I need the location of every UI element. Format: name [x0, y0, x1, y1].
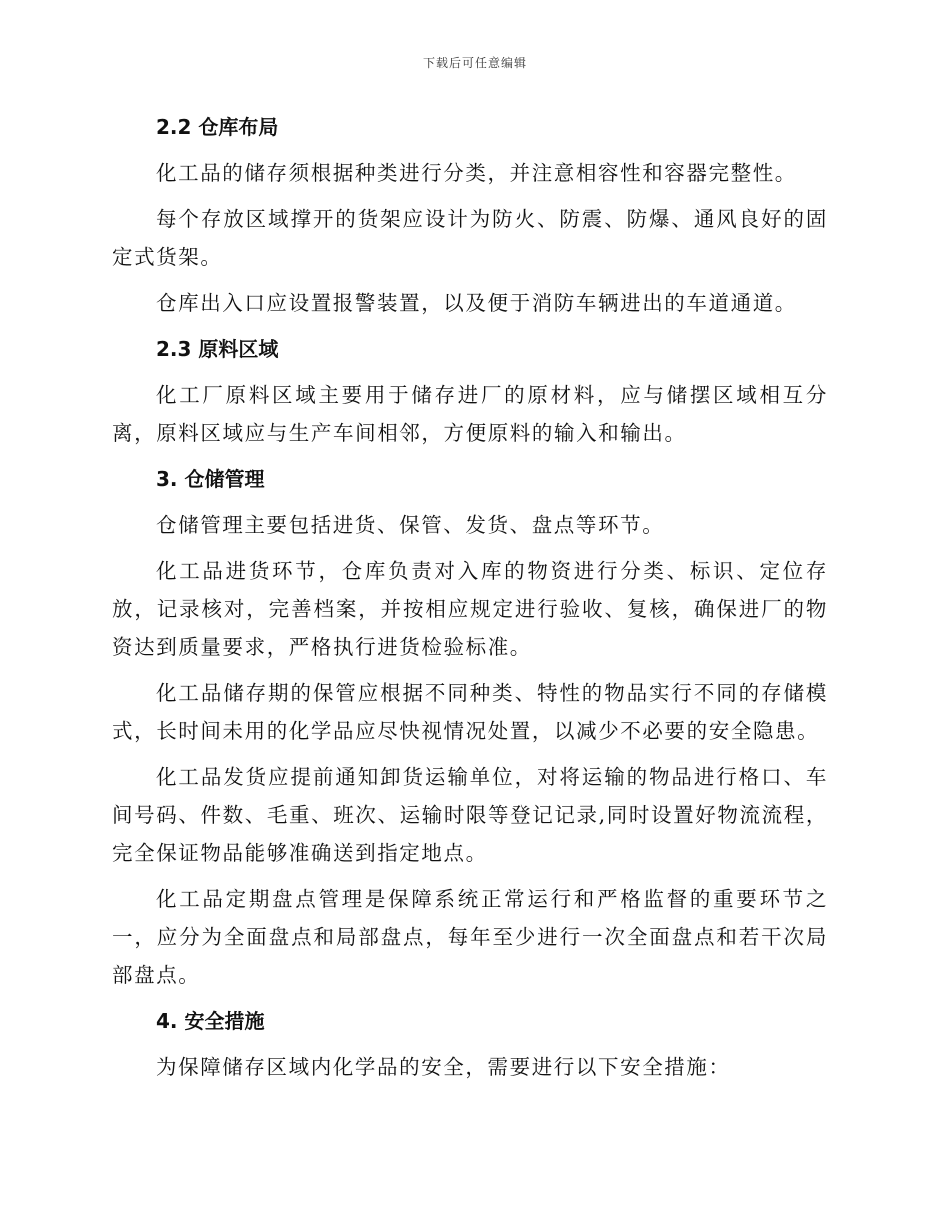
page-header: 下载后可任意编辑: [422, 56, 527, 70]
paragraph: 每个存放区域撑开的货架应设计为防火、防震、防爆、通风良好的固定式货架。: [112, 207, 828, 269]
section-heading-safety-measures: 4. 安全措施: [156, 1009, 265, 1033]
section-heading-warehouse-layout: 2.2 仓库布局: [156, 115, 279, 139]
paragraph: 仓库出入口应设置报警装置，以及便于消防车辆进出的车道通道。: [156, 291, 797, 315]
paragraph: 化工品进货环节，仓库负责对入库的物资进行分类、标识、定位存放，记录核对，完善档案，并按相应规定进行验收、复核，确保进厂的物资达到质量要求，严格执行进货检验标准。: [112, 559, 828, 659]
section-heading-storage-management: 3. 仓储管理: [156, 467, 265, 491]
paragraph: 化工品的储存须根据种类进行分类，并注意相容性和容器完整性。: [156, 161, 797, 185]
paragraph: 仓储管理主要包括进货、保管、发货、盘点等环节。: [156, 513, 665, 537]
document-body: [112, 108, 828, 1094]
section-heading-raw-material-area: 2.3 原料区域: [156, 337, 279, 361]
paragraph: 为保障储存区域内化学品的安全，需要进行以下安全措施：: [156, 1055, 731, 1079]
paragraph: 化工厂原料区域主要用于储存进厂的原材料，应与储摆区域相互分离，原料区域应与生产车间相邻，方便原料的输入和输出。: [112, 383, 828, 445]
paragraph: 化工品定期盘点管理是保障系统正常运行和严格监督的重要环节之一，应分为全面盘点和局部盘点，每年至少进行一次全面盘点和若干次局部盘点。: [112, 887, 828, 987]
paragraph: 化工品储存期的保管应根据不同种类、特性的物品实行不同的存储模式，长时间未用的化学品应尽快视情况处置，以减少不必要的安全隐患。: [112, 681, 828, 743]
paragraph: 化工品发货应提前通知卸货运输单位，对将运输的物品进行格口、车间号码、件数、毛重、班次、运输时限等登记记录,同时设置好物流流程，完全保证物品能够准确送到指定地点。: [112, 765, 828, 865]
